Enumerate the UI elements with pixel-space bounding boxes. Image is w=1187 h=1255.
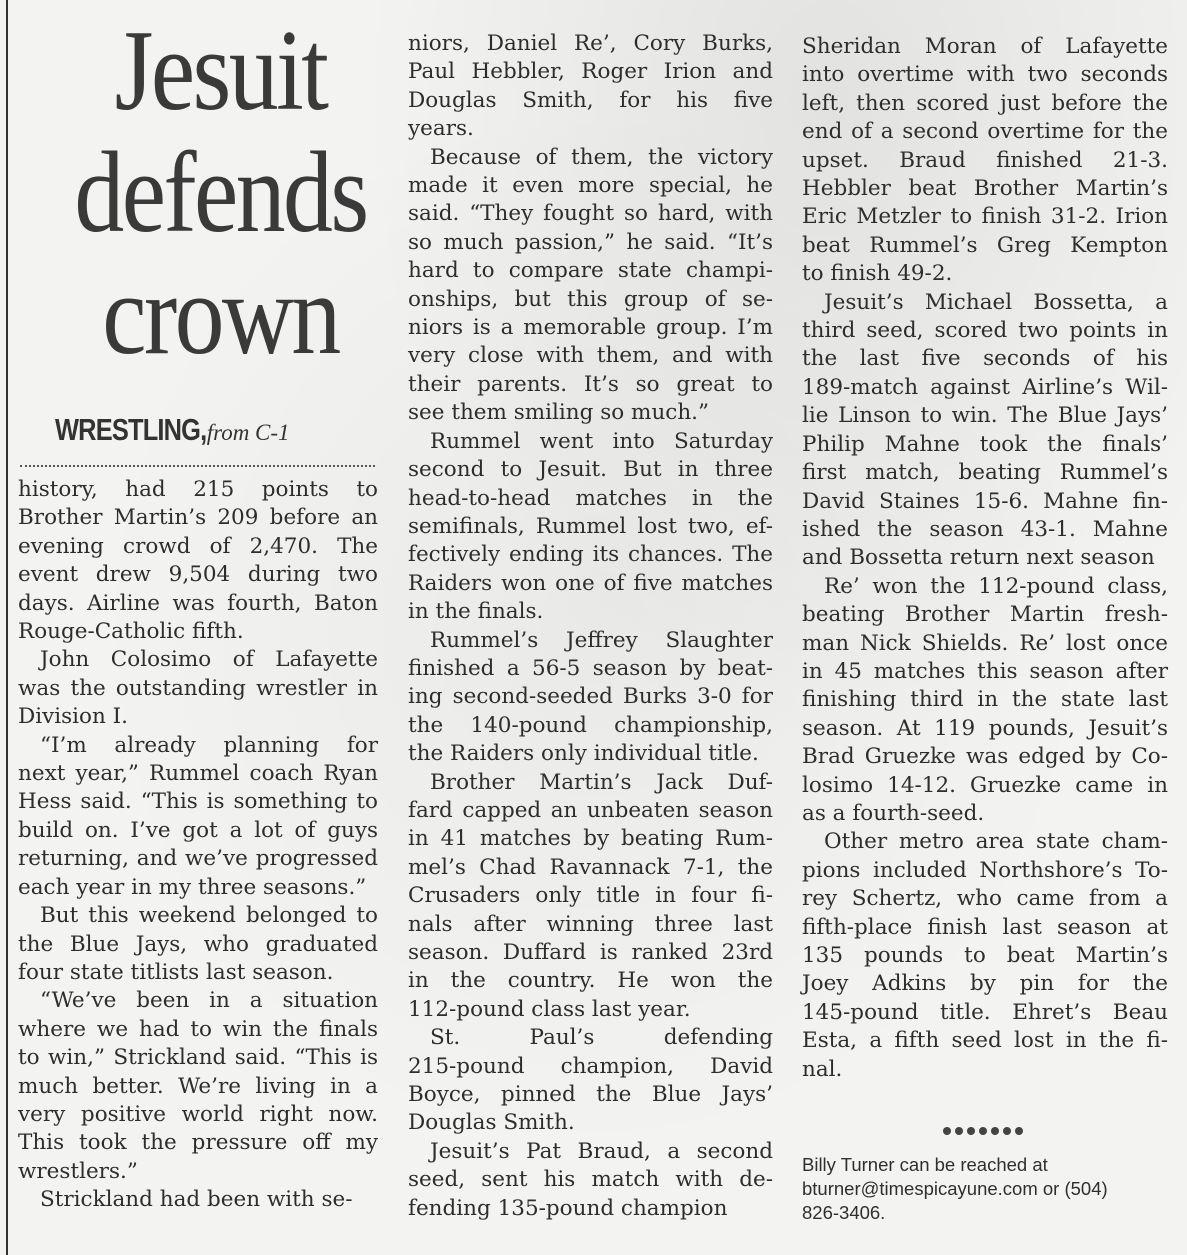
text-line: Rouge-Catholic fifth. [18,619,244,645]
text-line: Hess said. “This is something to [18,789,378,815]
text-line: in 45 matches this season after [802,658,1168,684]
headline-line: crown [102,251,339,379]
text-line: four state titlists last season. [18,959,334,985]
text-line: very close with them, and with [408,343,773,369]
jump-head [55,412,290,448]
text-line: pions included Northshore’s To- [802,857,1168,883]
text-line: lie Linson to win. The Blue Jays’ [802,403,1168,429]
article-paragraph [408,769,773,1025]
article-body-col3 [802,33,1168,1084]
text-line: much better. We’re living in a [18,1073,378,1099]
article-paragraph [18,987,378,1186]
tagline-line: bturner@timespicayune.com or (504) [802,1178,1108,1199]
text-line: to win,” Strickland said. “This is [18,1045,378,1071]
text-line: Paul Hebbler, Roger Irion and [408,59,773,85]
text-line: their parents. It’s so great to [408,371,773,397]
headline-line: defends [74,129,367,257]
text-line: beating Brother Martin fresh- [802,602,1168,628]
text-line: Eric Metzler to finish 31-2. Irion [802,204,1168,230]
text-line: 112-pound class last year. [408,996,691,1022]
text-line: season. Duffard is ranked 23rd [408,940,773,965]
article-body-col1 [18,476,378,1215]
text-line: very positive world right now. [18,1101,378,1127]
text-line: event drew 9,504 during two [18,562,378,588]
bullet-dot [955,1127,963,1135]
text-line: head-to-head matches in the [408,485,773,511]
text-line: Rummel went into Saturday [430,428,773,454]
section-kicker: WRESTLING, [55,412,207,447]
text-line: season. At 119 pounds, Jesuit’s [802,715,1168,741]
text-line: beat Rummel’s Greg Kempton [802,232,1168,258]
text-line: second to Jesuit. But in three [408,457,773,483]
bullet-dot [1015,1127,1023,1135]
article-paragraph [408,1024,773,1138]
article-paragraph [18,902,378,987]
article-paragraph [802,33,1168,289]
text-line: years. [408,116,474,142]
text-line: and Bossetta return next season [802,545,1155,571]
text-line: Brother Martin’s Jack Duf- [430,769,773,795]
text-line: Esta, a fifth seed lost in the fi- [802,1028,1168,1054]
text-line: Brother Martin’s 209 before an [18,505,378,531]
text-line: Crusaders only title in four fi- [408,883,773,909]
text-line: where we had to win the finals [18,1016,378,1042]
text-line: wrestlers.” [18,1158,138,1184]
text-line: Because of them, the victory [430,144,773,170]
text-line: in 41 matches by beating Rum- [408,826,773,852]
text-line: so much passion,” he said. “It’s [408,229,773,255]
text-line: see them smiling so much.” [408,400,709,426]
text-line: semifinals, Rummel lost two, ef- [408,513,773,539]
text-line: nals after winning three last [408,911,773,937]
bullet-dot [943,1127,951,1135]
text-line: evening crowd of 2,470. The [18,533,378,559]
text-line: Strickland had been with se- [40,1187,353,1213]
tagline-line: Billy Turner can be reached at [802,1154,1048,1175]
text-line: “We’ve been in a situation [40,988,378,1014]
article-paragraph [18,732,378,902]
text-line: Jesuit’s Michael Bossetta, a [824,289,1168,315]
text-line: 189-match against Airline’s Wil- [802,374,1168,400]
text-line: as a fourth-seed. [802,800,985,826]
text-line: David Staines 15-6. Mahne fin- [802,488,1168,514]
text-line: next year,” Rummel coach Ryan [18,761,378,787]
text-line: man Nick Shields. Re’ lost once [802,630,1168,656]
text-line: build on. I’ve got a lot of guys [18,817,378,843]
text-line: to finish 49-2. [802,261,953,287]
text-line: 135 pounds to beat Martin’s [802,943,1168,968]
article-paragraph [802,289,1168,573]
text-line: into overtime with two seconds [802,62,1168,88]
text-line: This took the pressure off my [18,1130,378,1156]
text-line: 215-pound champion, David [408,1053,773,1079]
text-line: fard capped an unbeaten season [408,797,773,823]
article-paragraph [408,627,773,769]
text-line: onships, but this group of se- [408,286,773,312]
tagline-line: 826-3406. [802,1202,886,1223]
text-line: Raiders won one of five matches [408,570,773,596]
bullet-dot [1003,1127,1011,1135]
text-line: Rummel’s Jeffrey Slaughter [430,627,773,653]
bullet-dot [991,1127,999,1135]
text-line: said. “They fought so hard, with [408,201,773,227]
text-line: niors, Daniel Re’, Cory Burks, [408,31,773,56]
article-paragraph [18,1186,378,1214]
text-line: niors is a memorable group. I’m [408,315,773,341]
article-paragraph [408,428,773,627]
text-line: Boyce, pinned the Blue Jays’ [408,1082,773,1108]
separator-bullets [943,1127,1023,1135]
text-line: Other metro area state cham- [824,829,1168,855]
bullet-dot [967,1127,975,1135]
article-paragraph [18,476,378,646]
bullet-dot [979,1127,987,1135]
article-paragraph [18,646,378,731]
article-paragraph [802,573,1168,829]
text-line: rey Schertz, who came from a [802,886,1168,912]
text-line: fending 135-pound champion [408,1195,728,1221]
text-line: 145-pound title. Ehret’s Beau [802,999,1168,1025]
text-line: the Raiders only individual title. [408,741,759,767]
text-line: Hebbler beat Brother Martin’s [802,176,1168,202]
text-line: in the finals. [408,599,544,625]
text-line: history, had 215 points to [18,477,378,502]
text-line: the 140-pound championship, [408,712,773,738]
column-border-rule [6,0,8,1255]
text-line: seed, sent his match with de- [408,1167,773,1193]
text-line: finished a 56-5 season by beat- [408,655,773,681]
text-line: Sheridan Moran of Lafayette [802,34,1168,59]
text-line: Re’ won the 112-pound class, [824,573,1168,599]
dotted-divider [20,465,375,467]
text-line: Brad Gruezke was edged by Co- [802,744,1168,770]
text-line: John Colosimo of Lafayette [40,647,378,673]
text-line: Division I. [18,704,128,730]
text-line: nal. [802,1056,843,1082]
author-tagline [802,1153,1172,1225]
text-line: But this weekend belonged to [40,903,378,929]
text-line: third seed, scored two points in [802,318,1168,344]
text-line: Douglas Smith, for his five [408,87,773,113]
text-line: days. Airline was fourth, Baton [18,590,378,616]
text-line: was the outstanding wrestler in [18,675,378,701]
text-line: Philip Mahne took the finals’ [802,431,1168,457]
text-line: end of a second overtime for the [802,119,1168,145]
text-line: Jesuit’s Pat Braud, a second [430,1138,773,1164]
text-line: returning, and we’ve progressed [18,846,378,872]
headline [72,7,369,379]
article-body-col2 [408,30,773,1223]
text-line: ing second-seeded Burks 3-0 for [408,684,773,710]
text-line: the last five seconds of his [802,346,1168,372]
article-paragraph [802,828,1168,1084]
text-line: mel’s Chad Ravannack 7-1, the [408,854,773,880]
headline-line: Jesuit [114,7,327,135]
text-line: left, then scored just before the [802,90,1168,116]
jump-from-label: from C-1 [206,420,290,445]
text-line: upset. Braud finished 21-3. [802,147,1168,173]
text-line: fectively ending its chances. The [408,542,773,568]
text-line: ished the season 43-1. Mahne [802,516,1168,542]
text-line: made it even more special, he [408,173,773,199]
text-line: hard to compare state champi- [408,258,773,284]
text-line: losimo 14-12. Gruezke came in [802,772,1168,798]
text-line: Douglas Smith. [408,1110,575,1136]
text-line: in the country. He won the [408,968,773,994]
text-line: St. Paul’s defending [430,1025,773,1051]
text-line: “I’m already planning for [40,732,378,758]
text-line: finishing third in the state last [802,687,1168,713]
article-paragraph [408,1138,773,1223]
article-paragraph [408,30,773,144]
article-paragraph [408,144,773,428]
text-line: fifth-place finish last season at [802,914,1168,940]
text-line: Joey Adkins by pin for the [802,971,1168,997]
text-line: first match, beating Rummel’s [802,460,1168,486]
text-line: the Blue Jays, who graduated [18,931,378,957]
text-line: each year in my three seasons.” [18,874,367,900]
